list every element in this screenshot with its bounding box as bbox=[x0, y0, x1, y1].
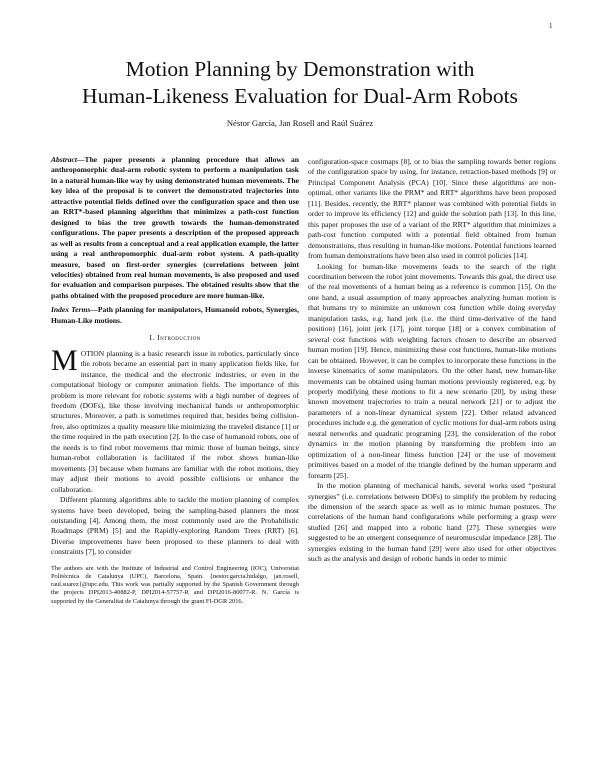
index-terms-label: Index Terms bbox=[51, 305, 91, 315]
author-list: Néstor García, Jan Rosell and Raúl Suárez bbox=[226, 118, 374, 128]
index-terms-text: —Path planning for manipulators, Humanoid robots, Synergies, Human-Like motions. bbox=[51, 305, 299, 325]
abstract-text: —The paper presents a planning procedure that allows an anthropomorphic dual-arm robotic system to perform a manipulation task in a natural human-like way by using demonstrated human movements. The key idea of the proposal is to convert the demonstrated trajectories into attractive potential fields defined over the configuration space and then use an RRT*-based planning algorithm that minimizes a path-cost function designed to bias the tree growth towards the human-demonstrated configurations. The paper presents a description of the proposed approach as well as results from a conceptual and a real application example, the latter using a real anthropomorphic dual-arm robot system. A path-quality measure, based on first-order synergies (correlations between joint velocities) obtained from real human movements, is also proposed and used for evaluation and comparison purposes. The obtained results show that the paths obtained with the proposed procedure are more human-like. bbox=[51, 155, 299, 300]
paper-title bbox=[40, 56, 560, 110]
left-column bbox=[51, 155, 299, 606]
right-column bbox=[308, 157, 556, 565]
right-paragraph-2: Looking for human-like movements leads to the search of the right coordination between the robot joint movements. Towards this goal, the direct use of the real movements of a human being as a reference is common [15]. On the one hand, a usual assumption of many approaches analyzing human motion is that humans try to minimize an unknown cost function while doing everyday manipulation tasks, e.g. hand jerk (i.e. the third time-derivative of the hand position) [16], joint jerk [17], joint torque [18] or a convex combination of several cost functions with weighting factors chosen to describe an observed human motion [19]. Hence, minimizing these cost functions, human-like motions can be obtained. However, it can be complex to incorporate these functions in the inverse kinematics of some manipulators. On the other hand, new human-like movements can be obtained using human motions previously registered, e.g. by properly modifying these motions to fit a new scenario [20], by using these known movement trajectories to train a neural network [21] or to adjust the parameters of a non-linear dynamical system [22]. Other related advanced procedures include e.g. the generation of cyclic motions for dual-arm robots using neural networks and quadratic programing [23], the consideration of the robot dynamics in the motion planning by transforming the problem into an optimization of a non-linear fitness function [24] or the use of movement primitives based on a model of the triangle defined by the human upperarm and forearm [25]. bbox=[308, 261, 556, 480]
abstract-label: Abstract bbox=[51, 155, 77, 164]
title-line-2: Human-Likeness Evaluation for Dual-Arm Robots bbox=[82, 84, 518, 108]
abstract bbox=[51, 155, 299, 301]
index-terms bbox=[51, 305, 299, 326]
title-line-1: Motion Planning by Demonstration with bbox=[125, 57, 475, 81]
page-number: 1 bbox=[549, 22, 553, 30]
intro-paragraph-1-text: OTION planning is a basic research issue in robotics, particularly since the robots became an essential part in many application fields like, for instance, the medical and the electronic industries, or even in the computational biology or computer animation fields. The importance of this problem is more relevant for robotic systems with a high number of degrees of freedom (DOFs), like those involving mechanical hands or anthropomorphic structures. Moreover, a path is sometimes required that, besides being collision-free, also optimizes a quality measure like minimizing the traveled distance [1] or the time required in the path execution [2]. In the case of humanoid robots, one of the needs is to find robot movements that mimic those of human beings, since human-robot collaboration is facilitated if the robot shows human-like movements [3] because when humans are familiar with the robot motions, they may adjust their motions to avoid possible collisions or enhance the collaboration. bbox=[51, 348, 299, 494]
drop-cap: M bbox=[51, 343, 78, 377]
right-paragraph-1: configuration-space costmaps [8], or to bias the sampling towards better regions of the configuration space by using, for instance, retraction-based methods [9] or Principal Component Analysis (PCA) [10]. Since these algorithms are non-optimal, other variants like the PRM* and RRT* algorithms have been proposed [11]. Besides, recently, the RRT* planner was combined with potential fields in order to improve its efficiency [12] and guide the solution path [13]. In this line, this paper proposes the use of a variant of the RRT* algorithm that minimizes a path-cost function computed with a potential field obtained from human demonstrations, thus resulting in human-like motions. Potential functions learned from human demonstrations have been also used in control policies [14]. bbox=[308, 157, 556, 261]
affiliation-footnote: The authors are with the Institute of Industrial and Control Engineering (IOC), Universitat Politècnica de Catalunya (UPC), Barcelona, Spain. {nestor.garcia.hidalgo, jan.rosell, raul.suarez}@upc.edu. This work was partially supported by the Spanish Government through the projects DPI2013-40882-P, DPI2014-57757-R and DPI2016-80077-R. N. García is supported by the Generalitat de Catalunya through the grant FI-DGR 2016. bbox=[51, 564, 299, 605]
right-paragraph-3: In the motion planning of mechanical hands, several works used “postural synergies” (i.e. correlations between DOFs) to simplify the problem by reducing the dimension of the search space as well as to mimic human postures. The correlations of the human hand configurations while performing a grasp were studied [26] and mapped into a robotic hand [27]. These synergies were suggested to be an emergent consequence of neuromuscular impedance [28]. The synergies existing in the human hand [29] were also used for other objectives such as the analysis and design of robotic hands in order to mimic bbox=[308, 481, 556, 564]
intro-paragraph-2: Different planning algorithms able to tackle the motion planning of complex systems have been developed, being the sampling-based planners the most outstanding [4]. Among them, the most commonly used are the Probabilistic Roadmaps (PRM) [5] and the Rapidly-exploring Random Trees (RRT) [6]. Diverse improvements have been proposed to these planners to deal with constraints [7], to consider bbox=[51, 495, 299, 557]
section-heading-introduction: I. Introduction bbox=[149, 333, 201, 343]
intro-paragraph-1 bbox=[51, 343, 299, 495]
